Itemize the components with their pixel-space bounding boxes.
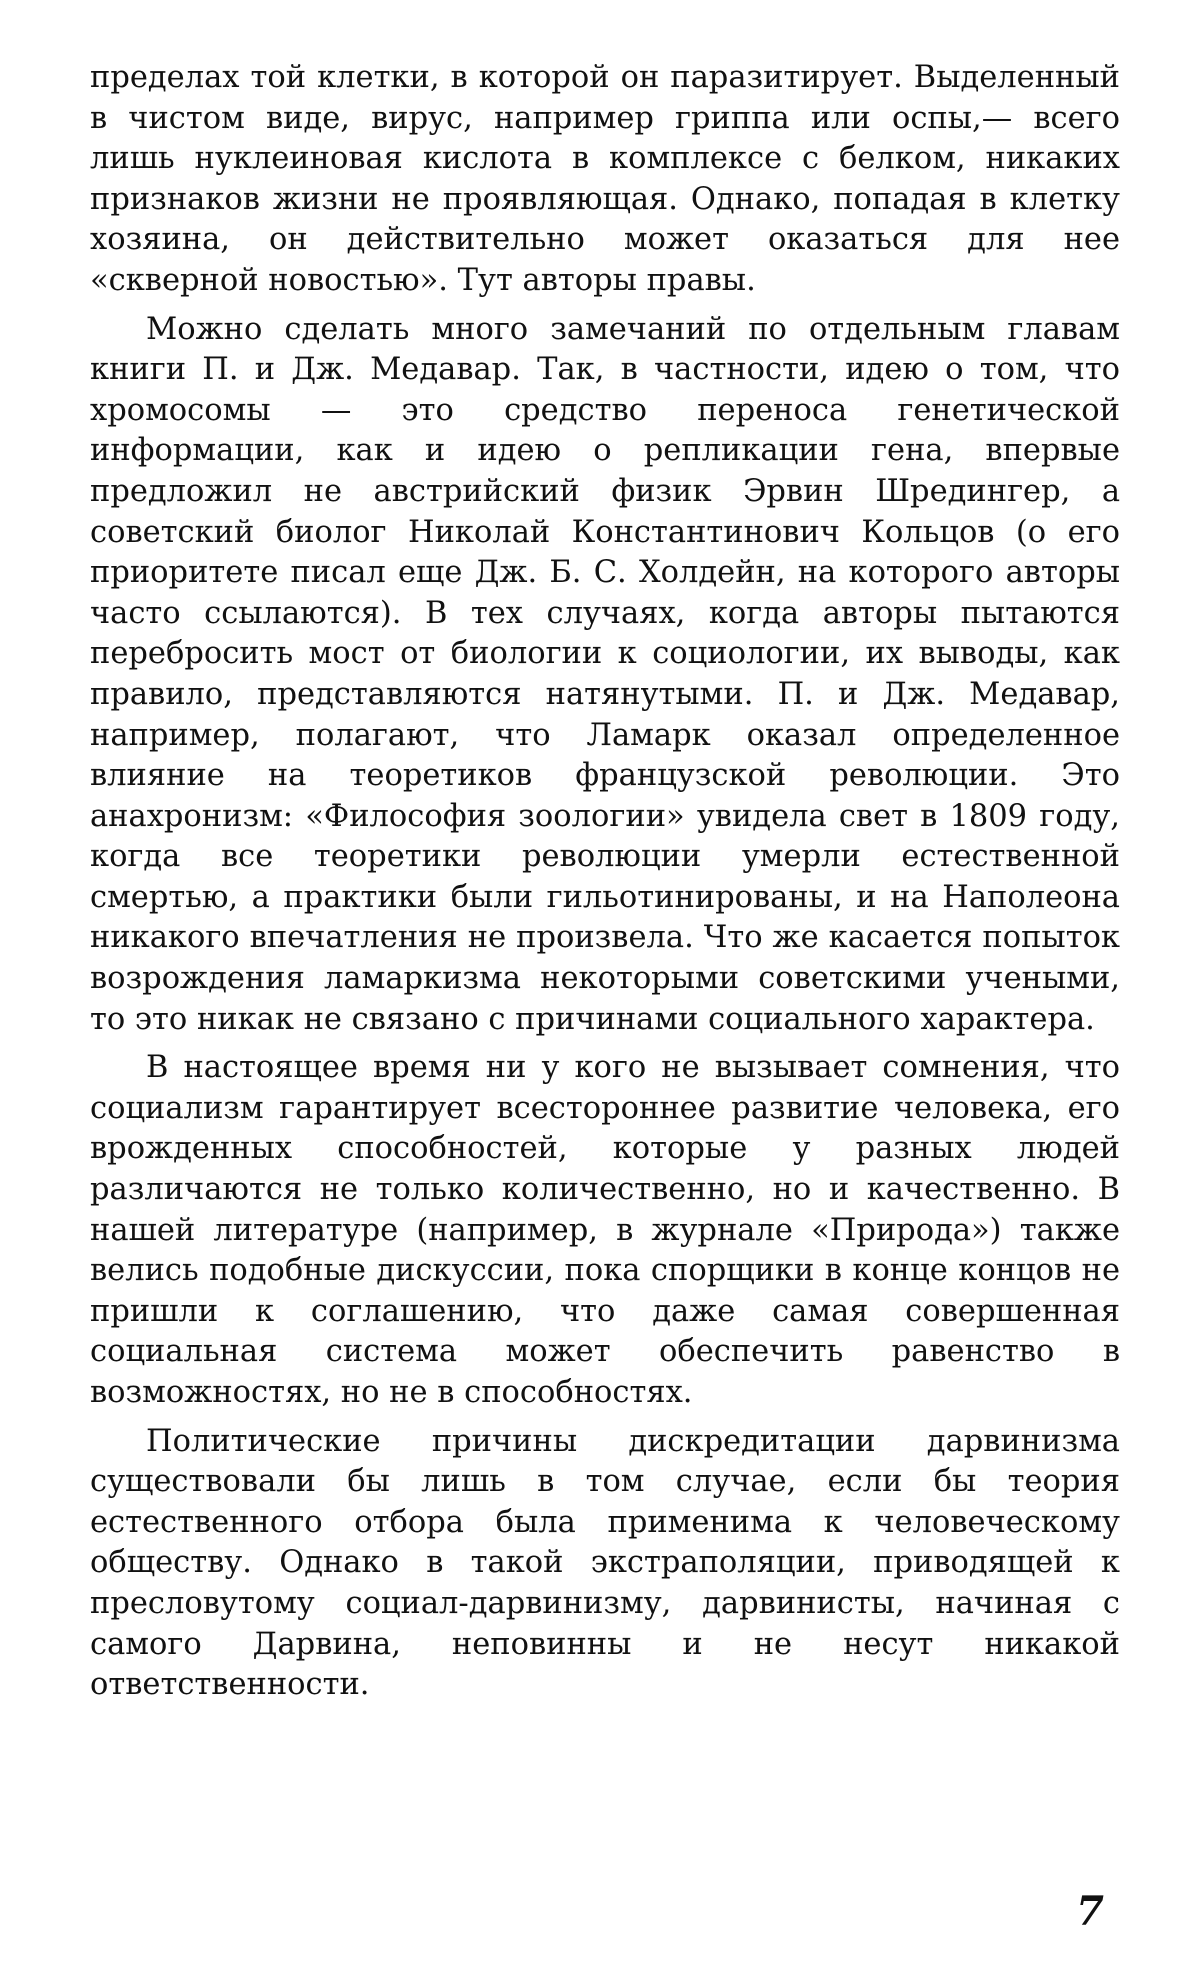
paragraph-continuation: пределах той клетки, в которой он паразитирует. Выделенный в чистом виде, вирус, например гриппа или оспы,— всего лишь нуклеиновая кислота в комплексе с белком, никаких признаков жизни не проявляющая. Однако, попадая в клетку хозяина, он действительно может оказаться для нее «скверной новостью». Тут авторы правы. [90,60,1120,298]
paragraph-socialism: В настоящее время ни у кого не вызывает сомнения, что социализм гарантирует всестороннее развитие человека, его врожденных способностей, которые у разных людей различаются не только количественно, но и качественно. В нашей литературе (например, в журнале «Природа») также велись подобные дискуссии, пока спорщики в конце концов не пришли к соглашению, что даже самая совершенная социальная система может обеспечить равенство в возможностях, но не в способностях. [90,1050,1120,1410]
page-body [90,58,1120,1714]
paragraph-political-reasons: Политические причины дискредитации дарвинизма существовали бы лишь в том случае, если бы теория естественного отбора была применима к человеческому обществу. Однако в такой экстраполяции, приводящей к пресловутому социал-дарвинизму, дарвинисты, начиная с самого Дарвина, неповинны и не несут никакой ответственности. [90,1423,1120,1703]
page-number: 7 [1076,1888,1104,1935]
paragraph-medawar-remarks: Можно сделать много замечаний по отдельным главам книги П. и Дж. Медавар. Так, в частности, идею о том, что хромосомы — это средство переноса генетической информации, как и идею о репликации гена, впервые предложил не австрийский физик Эрвин Шредингер, а советский биолог Николай Константинович Кольцов (о его приоритете писал еще Дж. Б. С. Холдейн, на которого авторы часто ссылаются). В тех случаях, когда авторы пытаются перебросить мост от биологии к социологии, их выводы, как правило, представляются натянутыми. П. и Дж. Медавар, например, полагают, что Ламарк оказал определенное влияние на теоретиков французской революции. Это анахронизм: «Философия зоологии» увидела свет в 1809 году, когда все теоретики революции умерли естественной смертью, а практики были гильотинированы, и на Наполеона никакого впечатления не произвела. Что же касается попыток возрождения ламаркизма некоторыми советскими учеными, то это никак не связано с причинами социального характера. [90,311,1120,1037]
